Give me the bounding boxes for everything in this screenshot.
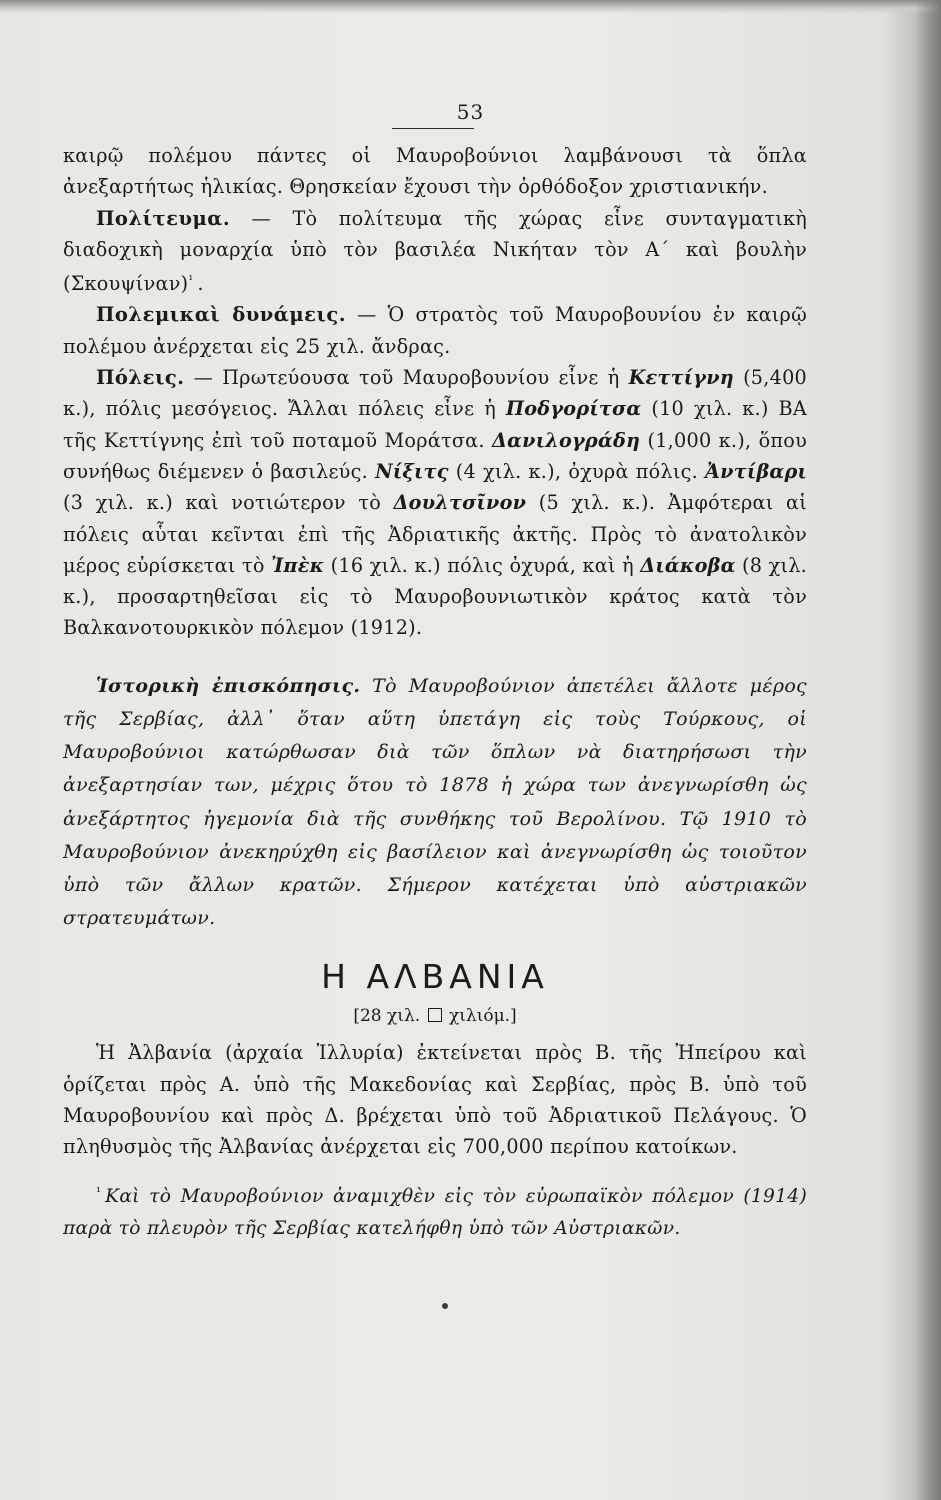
cities-text: (16 χιλ. κ.) πόλις ὀχυρά, καὶ ἡ (324, 553, 641, 577)
city-name: Ποδγορίτσα (505, 397, 642, 421)
cities-text: (1,000 κ.), ὅπου συνήθως διέμενεν ὁ βασιλεύς. (63, 428, 807, 483)
cities-text: (8 χιλ. κ.), προσαρτηθεῖσαι εἰς τὸ Μαυροβουνιωτικὸν κράτος κατὰ τὸν Βαλκανοτουρκικὸν πόλεμον (1912). (63, 553, 807, 640)
paragraph-albania: Ἡ Ἀλβανία (ἀρχαία Ἰλλυρία) ἐκτείνεται πρὸς Β. τῆς Ἠπείρου καὶ ὁρίζεται πρὸς Α. ὑπὸ τῆς Μακεδονίας καὶ Σερβίας, πρὸς Β. ὑπὸ τοῦ Μαυροβουνίου καὶ πρὸς Δ. βρέχεται ὑπὸ τοῦ Ἀδριατικοῦ Πελάγους. Ὁ πληθυσμὸς τῆς Ἀλβανίας ἀνέρχεται εἰς 700,000 περίπου κατοίκων. (63, 1041, 807, 1159)
page-content (63, 140, 807, 1245)
footnote-mark: ¹ (96, 1184, 102, 1199)
subtitle-area: [28 χιλ. (353, 1006, 421, 1027)
cities-text: (5,400 κ.), πόλις μεσόγειος. Ἄλλαι πόλεις εἶνε ἡ (63, 366, 807, 421)
heading-cities: Πόλεις. (96, 366, 185, 390)
page-binding-edge (915, 0, 941, 1500)
politeuma-text: — Τὸ πολίτευμα τῆς χώρας εἶνε συνταγματικὴ διαδοχικὴ μοναρχία ὑπὸ τὸν βασιλέα Νικήταν τὸν Α´ καὶ βουλὴν (Σκουψίναν) (63, 206, 807, 296)
city-name: Ἀντίβαρι (705, 459, 807, 483)
cities-text: (3 χιλ. κ.) καὶ νοτιώτερον τὸ (63, 491, 394, 515)
city-name: Διάκοβα (640, 553, 736, 577)
forces-text: — Ὁ στρατὸς τοῦ Μαυροβουνίου ἐν καιρῷ πολέμου ἀνέρχεται εἰς 25 χιλ. ἄνδρας. (63, 303, 807, 358)
city-name: Δανιλογράδη (492, 428, 641, 452)
heading-politeuma: Πολίτευμα. (96, 206, 231, 230)
heading-history: Ἱστορικὴ ἐπισκόπησις. (96, 674, 361, 697)
city-name: Κεττίγνη (628, 366, 734, 390)
paragraph-intro: καιρῷ πολέμου πάντες οἱ Μαυροβούνιοι λαμβάνουσι τὰ ὅπλα ἀνεξαρτήτως ἡλικίας. Θρησκείαν ἔχουσι τὴν ὀρθόδοξον χριστιανικήν. (63, 144, 807, 199)
subtitle-unit: χιλιόμ.] (448, 1006, 517, 1027)
cities-text: (4 χιλ. κ.), ὀχυρὰ πόλις. (448, 459, 706, 483)
footnote (63, 1176, 807, 1245)
city-name: Δουλτσῖνον (393, 491, 527, 515)
square-symbol-icon (428, 1008, 442, 1022)
paragraph-politeuma (63, 203, 807, 300)
politeuma-end: . (197, 272, 204, 296)
section-title-albania: Η ΑΛΒΑΝΙΑ (321, 957, 549, 997)
cities-text: — Πρωτεύουσα τοῦ Μαυροβουνίου εἶνε ἡ (184, 366, 629, 390)
paragraph-history (63, 670, 807, 936)
heading-forces: Πολεμικαὶ δυνάμεις. (96, 303, 347, 327)
cities-text: (10 χιλ. κ.) ΒΑ τῆς Κεττίγνης ἐπὶ τοῦ ποταμοῦ Μοράτσα. (63, 397, 807, 452)
paragraph-cities (63, 362, 807, 644)
history-text: Τὸ Μαυροβούνιον ἀπετέλει ἄλλοτε μέρος τῆς Σερβίας, ἀλλ᾽ ὅταν αὕτη ὑπετάγη εἰς τοὺς Τούρκους, οἱ Μαυροβούνιοι κατώρθωσαν διὰ τῶν ὅπλων νὰ διατηρήσωσι τὴν ἀνεξαρτησίαν των, μέχρις ὅτου τὸ 1878 ἡ χώρα των ἀνεγνωρίσθη ὡς ἀνεξάρτητος ἡγεμονία διὰ τῆς συνθήκης τοῦ Βερολίνου. Τῷ 1910 τὸ Μαυροβούνιον ἀνεκηρύχθη εἰς βασίλειον καὶ ἀνεγνωρίσθη ὡς τοιοῦτον ὑπὸ τῶν ἄλλων κρατῶν. Σήμερον κατέχεται ὑπὸ αὐστριακῶν στρατευμάτων. (63, 674, 807, 930)
ink-spot (442, 1303, 448, 1309)
page-top-edge (0, 0, 941, 14)
footnote-reference: ¹ (188, 273, 194, 288)
paragraph-forces (63, 299, 807, 362)
footnote-text: Καὶ τὸ Μαυροβούνιον ἀναμιχθὲν εἰς τὸν εὐρωπαϊκὸν πόλεμον (1914) παρὰ τὸ πλευρὸν τῆς Σερβίας κατελήφθη ὑπὸ τῶν Αὐστριακῶν. (63, 1185, 807, 1239)
city-name: Νίξιτς (375, 459, 449, 483)
city-name: Ἰπὲκ (271, 553, 325, 577)
page-number: 53 (456, 100, 485, 124)
section-subtitle (63, 1003, 807, 1029)
page-number-rule (392, 128, 474, 129)
cities-text: (5 χιλ. κ.). Ἀμφότεραι αἱ πόλεις αὗται κεῖνται ἐπὶ τῆς Ἀδριατικῆς ἀκτῆς. Πρὸς τὸ ἀνατολικὸν μέρος εὑρίσκεται τὸ (63, 491, 807, 577)
